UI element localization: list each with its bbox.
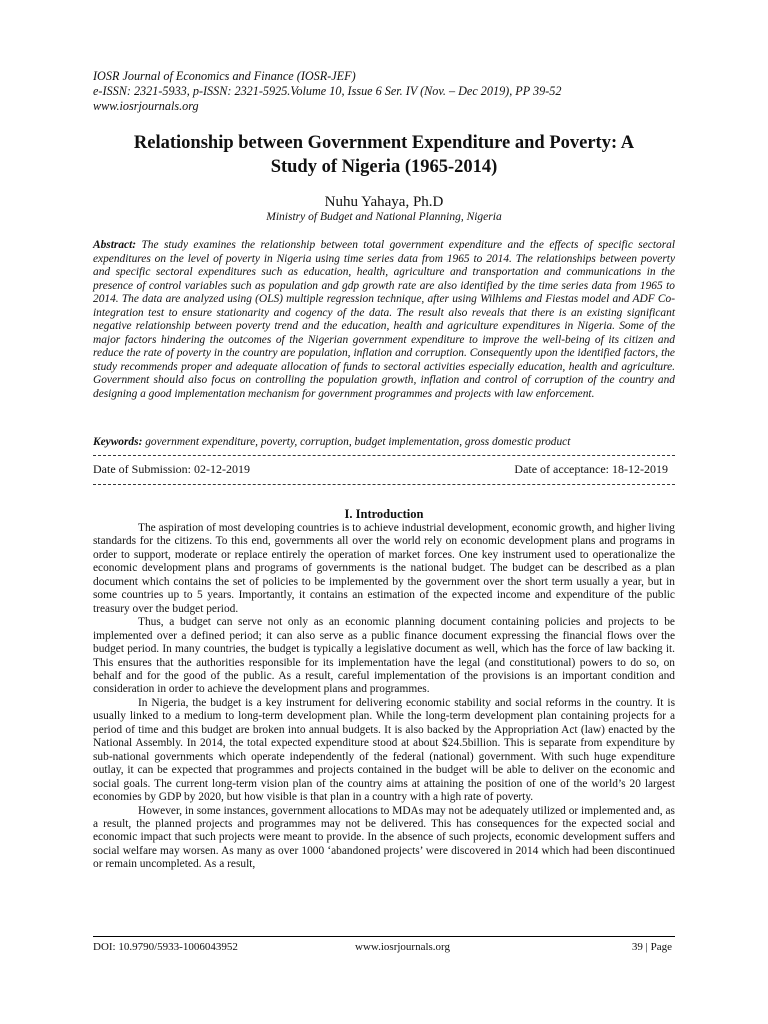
footer-website: www.iosrjournals.org bbox=[355, 941, 451, 953]
section-heading-introduction: I. Introduction bbox=[344, 507, 424, 521]
paragraph: However, in some instances, government allocations to MDAs may not be adequately utilized or implemented and, as a result, the planned projects and programmes may not be delivered. This has consequences for the expected social and economic impact that such projects were meant to provide. In the absence of such projects, economic development suffers and social welfare may worsen. As many as over 1000 ‘abandoned projects’ were discovered in 2014 which had been discontinued or remain uncompleted. As a result, bbox=[93, 804, 675, 871]
paragraph: In Nigeria, the budget is a key instrument for delivering economic stability and social reforms in the country. It is usually linked to a medium to long-term development plan. While the long-term development plan containing projects for a period of time and this budget are broken into annual budgets. It is also backed by the Appropriation Act (law) enacted by the National Assembly. In 2014, the total expected expenditure stood at about $24.5billion. This is separate from expenditure by sub-national governments which operate independently of the federal (national) government. With such huge expenditure outlay, it can be expected that programmes and projects contained in the budget will be able to deliver on the economic and social goals. The current long-term vision plan of the country aims at attaining the position of one of the world’s 20 largest economies by GDP by 2020, but how visible is that plan in a country with a high rate of poverty. bbox=[93, 696, 675, 804]
abstract bbox=[93, 239, 675, 401]
paper-title bbox=[93, 131, 675, 179]
keywords bbox=[93, 436, 675, 450]
paragraph: Thus, a budget can serve not only as an economic planning document containing policies and projects to be implemented over a defined period; it can also serve as a public finance document expressing the financial flows over the budget period. In many countries, the budget is typically a legislative document as well, which has the force of law backing it. This ensures that the authorities responsible for its implementation have the legal (and constitutional) powers to do so, on behalf and for the good of the public. As a result, careful implementation of the provisions is an important condition and consideration in order to achieve the development plans and programmes. bbox=[93, 616, 675, 696]
date-of-acceptance: Date of acceptance: 18-12-2019 bbox=[514, 462, 668, 476]
title-line-2: Study of Nigeria (1965-2014) bbox=[270, 157, 498, 177]
footer-rule bbox=[93, 936, 675, 937]
author-affiliation: Ministry of Budget and National Planning, Nigeria bbox=[266, 211, 502, 223]
introduction-body bbox=[93, 522, 675, 872]
journal-website: www.iosrjournals.org bbox=[93, 99, 199, 113]
date-of-submission: Date of Submission: 02-12-2019 bbox=[93, 462, 250, 476]
abstract-label: Abstract: bbox=[93, 239, 137, 251]
journal-name: IOSR Journal of Economics and Finance (IOSR-JEF) bbox=[93, 69, 356, 83]
footer-doi: DOI: 10.9790/5933-1006043952 bbox=[93, 941, 238, 953]
keywords-text: government expenditure, poverty, corruption, budget implementation, gross domestic product bbox=[145, 436, 571, 448]
paragraph: The aspiration of most developing countries is to achieve industrial development, economic growth, and higher living standards for the citizens. To this end, governments all over the world rely on economic development plans and programs in order to support, moderate or replace entirely the operation of market forces. One key instrument used to operationalize the economic development plans and programs of governments is the national budget. The budget can be described as a plan document which contains the set of policies to be implemented by the government over the short term usually a year, but in some countries up to 5 years. Importantly, it contains an estimation of the expected income and expenditure of the public treasury over the budget period. bbox=[93, 522, 675, 615]
issn-line: e-ISSN: 2321-5933, p-ISSN: 2321-5925.Volume 10, Issue 6 Ser. IV (Nov. – Dec 2019), PP 39-52 bbox=[93, 84, 562, 98]
abstract-text: The study examines the relationship between total government expenditure and the effects of specific sectoral expenditures on the level of poverty in Nigeria using time series data from 1965 to 2014. The relationships between poverty and specific sectoral expenditures such as education, health, agriculture and transportation and communications in the presence of control variables such as population and gdp growth rate are also identified by the time series data from 1965 to 2014. The data are analyzed using (OLS) multiple regression technique, after using Wilhlems and Fiestas model and ADF Co-integration test to ensure stationarity and cogency of the data. The result also reveals that there is an existing significant negative relationship between poverty trend and the education, health and agriculture expenditures in Nigeria. Some of the major factors hindering the outcomes of the Nigerian government expenditure to improve the well-being of its citizen and reduce the rate of poverty in the country are population, inflation and corruption. Consequently upon the identified factors, the study recommends proper and adequate allocation of funds to sectoral activities especially education, health and agriculture. Government should also focus on controlling the population growth, inflation and control of corruption of the country and designing a good implementation mechanism for government programmes and projects with law enforcement. bbox=[93, 239, 675, 400]
page-number: 39 | Page bbox=[631, 941, 672, 953]
title-line-1: Relationship between Government Expenditure and Poverty: A bbox=[133, 133, 635, 153]
dashed-divider-top bbox=[93, 455, 675, 456]
journal-header bbox=[93, 69, 675, 114]
author-name: Nuhu Yahaya, Ph.D bbox=[324, 194, 444, 210]
dashed-divider-bottom bbox=[93, 484, 675, 485]
keywords-label: Keywords: bbox=[93, 436, 143, 448]
